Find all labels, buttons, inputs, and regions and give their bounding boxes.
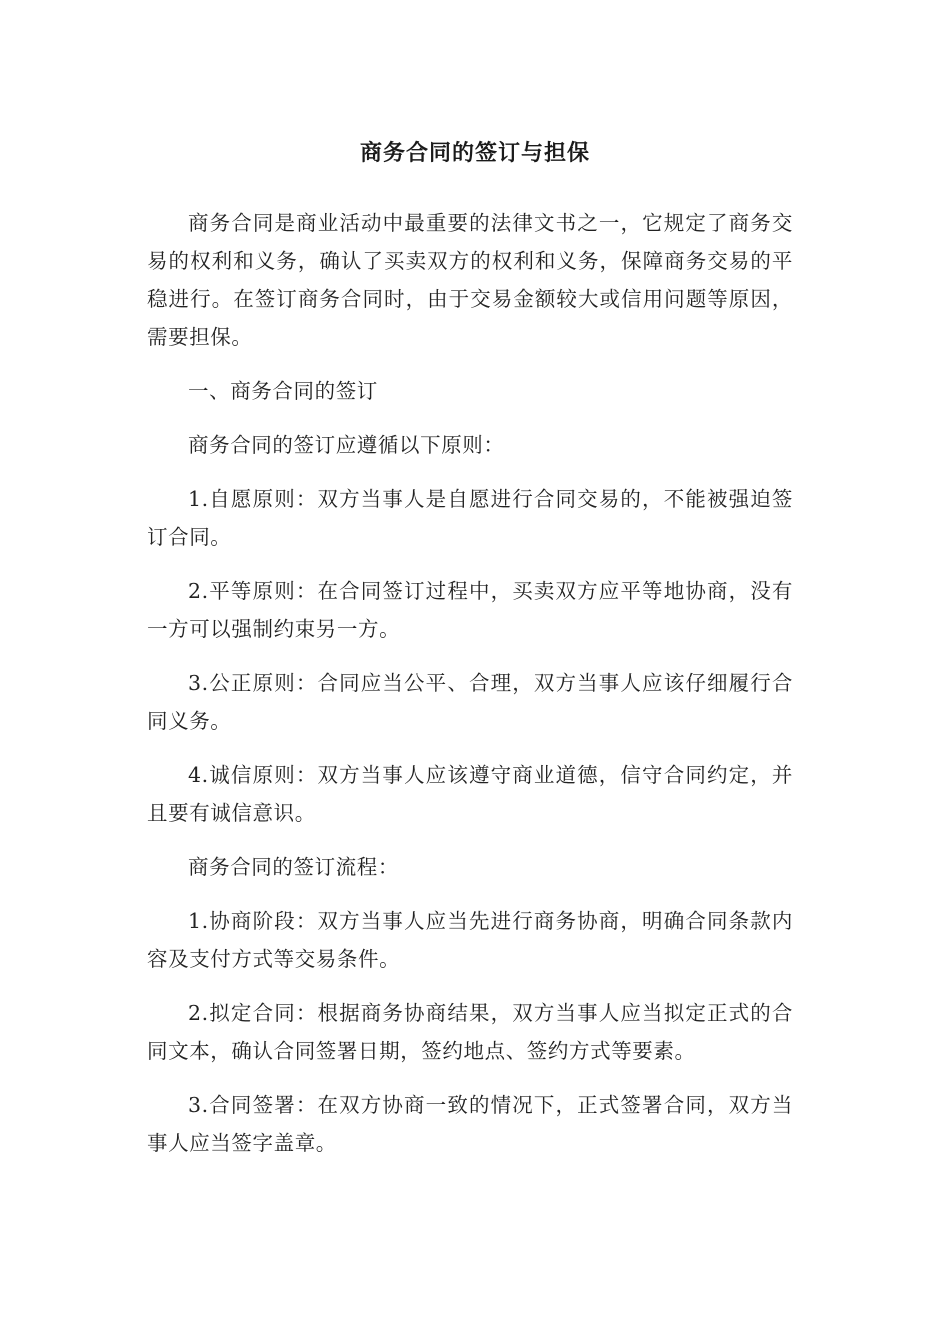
principle-fairness: 3.公正原则：合同应当公平、合理，双方当事人应该仔细履行合同义务。 [147,671,793,733]
process-negotiation: 1.协商阶段：双方当事人应当先进行商务协商，明确合同条款内容及支付方式等交易条件。 [147,909,793,971]
document-body [147,204,793,1178]
section-heading-signing: 一、商务合同的签订 [188,379,378,403]
principle-equality: 2.平等原则：在合同签订过程中，买卖双方应平等地协商，没有一方可以强制约束另一方。 [147,579,793,641]
process-signing: 3.合同签署：在双方协商一致的情况下，正式签署合同，双方当事人应当签字盖章。 [147,1093,793,1155]
principle-voluntary: 1.自愿原则：双方当事人是自愿进行合同交易的，不能被强迫签订合同。 [147,487,793,549]
intro-paragraph: 商务合同是商业活动中最重要的法律文书之一，它规定了商务交易的权利和义务，确认了买卖双方的权利和义务，保障商务交易的平稳进行。在签订商务合同时，由于交易金额较大或信用问题等原因，需要担保。 [147,211,793,349]
process-drafting: 2.拟定合同：根据商务协商结果，双方当事人应当拟定正式的合同文本，确认合同签署日期，签约地点、签约方式等要素。 [147,1001,793,1063]
document-title: 商务合同的签订与担保 [359,141,590,166]
principle-integrity: 4.诚信原则：双方当事人应该遵守商业道德，信守合同约定，并且要有诚信意识。 [147,763,793,825]
process-intro: 商务合同的签订流程： [188,855,399,879]
principles-intro: 商务合同的签订应遵循以下原则： [188,433,505,457]
